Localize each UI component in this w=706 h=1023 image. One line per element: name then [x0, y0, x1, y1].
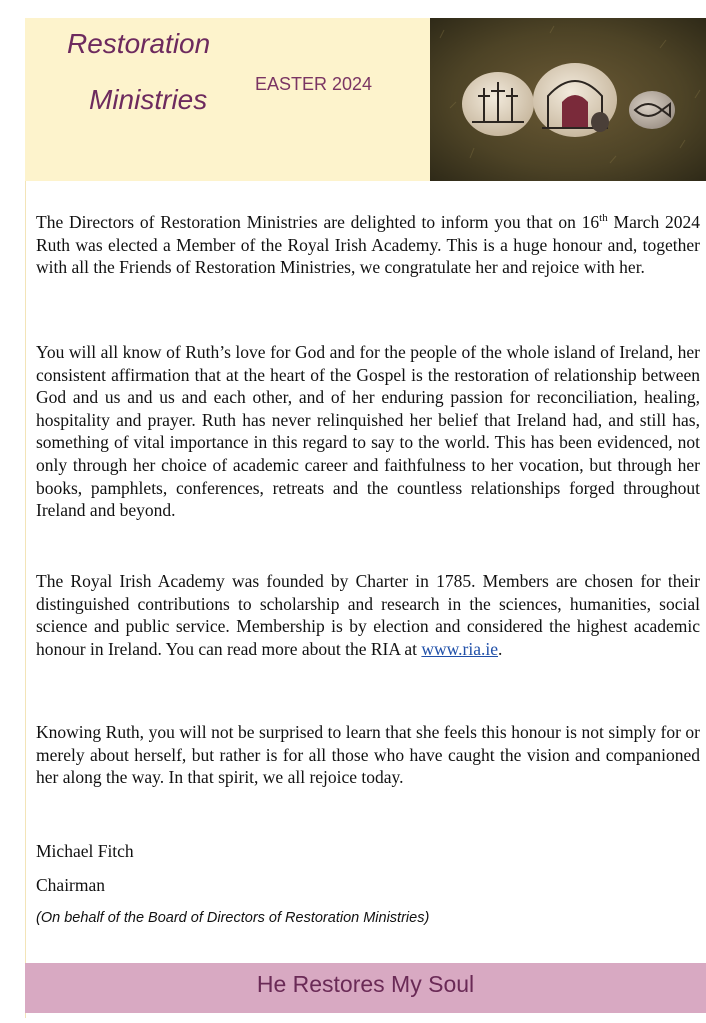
- header-photo-stones: [430, 18, 706, 181]
- footer-motto: He Restores My Soul: [256, 971, 475, 997]
- paragraph-about-ruth: You will all know of Ruth’s love for God and for the people of the whole island of Ireland, her consistent affirmation that at the heart of the Gospel is the restoration of relationship between God and us and us and each other, and of her enduring passion for reconciliation, healing, hospitality and prayer. Ruth has never relinquished her belief that Ireland had, and still has, something of vital importance in this regard to say to the world. This has been evidenced, not only through her choice of academic career and faithfulness to her vocation, but through her books, pamphlets, conferences, retreats and the countless relationships forged throughout Ireland and beyond.: [36, 342, 700, 521]
- p3-text-b: .: [498, 638, 503, 659]
- header-title-band: [25, 18, 430, 181]
- paragraph-about-ria: [36, 570, 700, 660]
- p3-text-a: The Royal Irish Academy was founded by Charter in 1785. Members are chosen for their distinguished contributions to scholarship and research in the sciences, humanities, social science and public service. Membership is by election and considered the highest academic honour in Ireland. You can read more about the RIA at: [36, 571, 700, 659]
- p1-text-a: The Directors of Restoration Ministries are delighted to inform you that on 16: [36, 212, 600, 232]
- p1-text-b: March 2024 Ruth was elected a Member of the Royal Irish Academy. This is a huge honour and, together with all the Friends of Restoration Ministries, we congratulate her and rejoice with her.: [36, 212, 700, 278]
- signatory-name: Michael Fitch: [36, 841, 134, 861]
- signatory-role: Chairman: [36, 875, 106, 895]
- footer-band: [25, 963, 706, 1013]
- signatory-note: (On behalf of the Board of Directors of Restoration Ministries): [36, 910, 430, 926]
- ordinal-suffix: th: [599, 212, 608, 225]
- paragraph-announcement: [36, 211, 700, 279]
- newsletter-header: [25, 18, 706, 181]
- masthead-title-line-2: Ministries: [89, 84, 208, 115]
- edition-label: EASTER 2024: [255, 74, 373, 94]
- masthead-title-line-1: Restoration: [67, 28, 211, 59]
- ria-website-link[interactable]: www.ria.ie: [421, 638, 499, 659]
- paragraph-closing: Knowing Ruth, you will not be surprised to learn that she feels this honour is not simply for or merely about herself, but rather is for all those who have caught the vision and companioned her along the way. In that spirit, we all rejoice today.: [36, 722, 700, 788]
